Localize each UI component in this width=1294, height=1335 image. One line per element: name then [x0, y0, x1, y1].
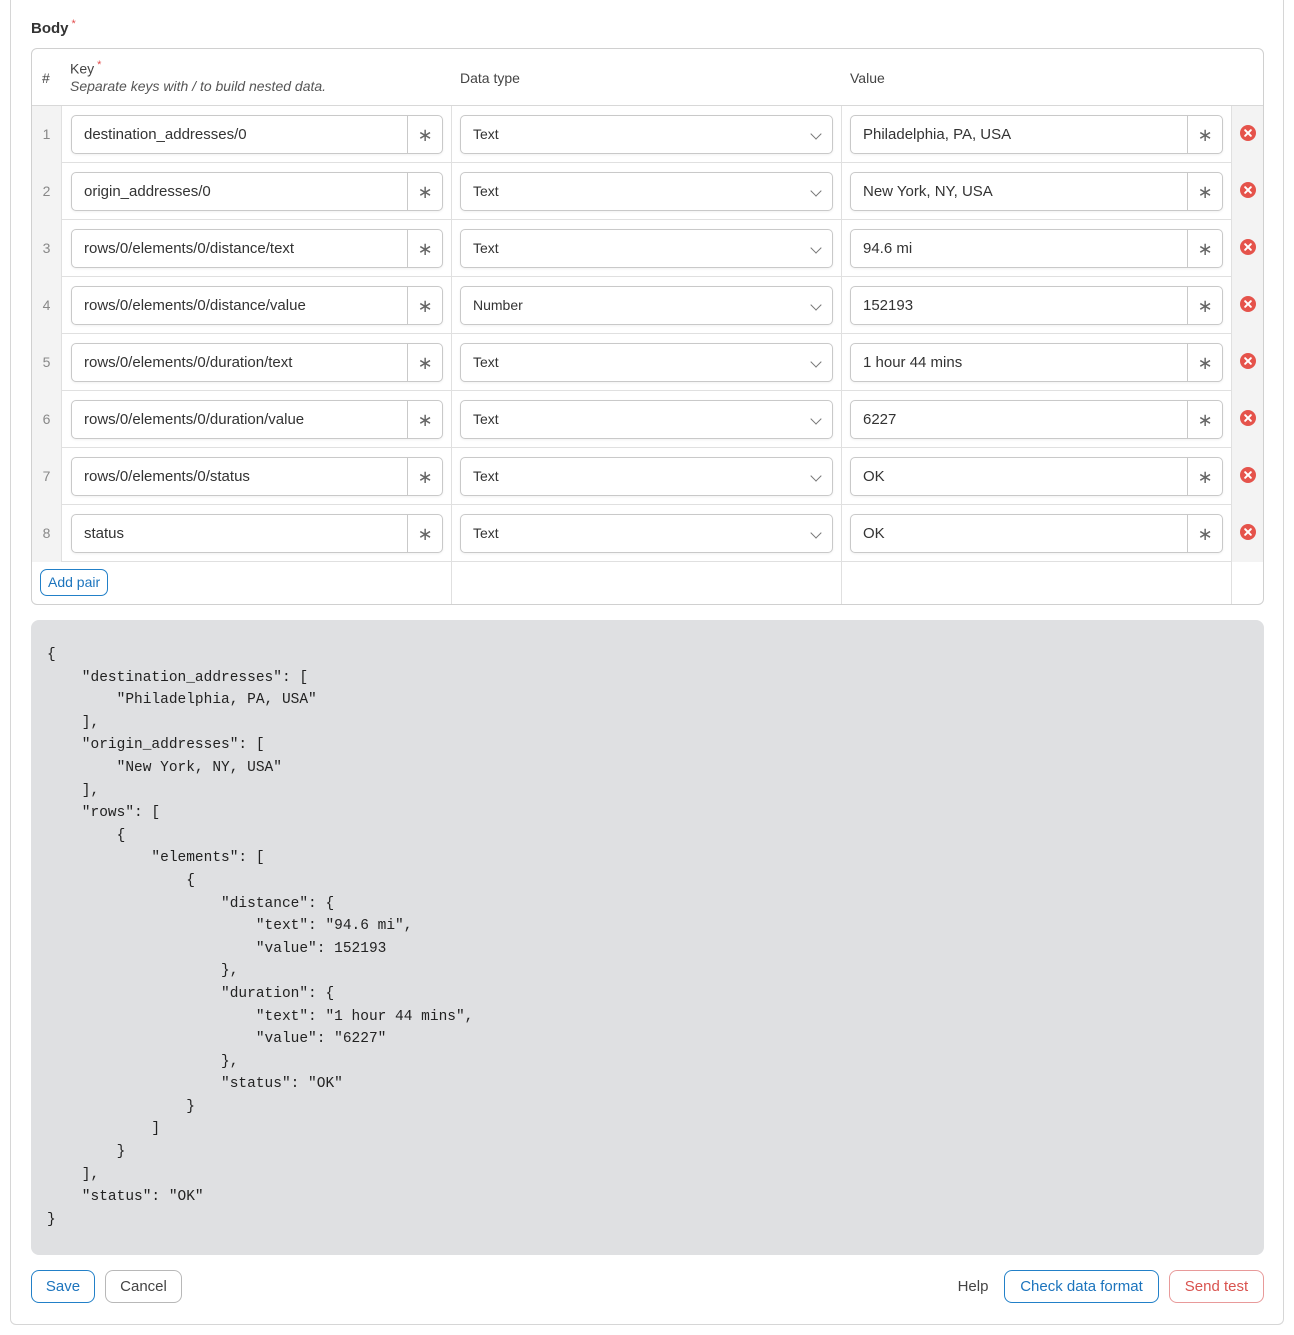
value-asterisk-icon[interactable]: ∗ — [1187, 173, 1222, 210]
value-input-value: 1 hour 44 mins — [863, 354, 963, 371]
data-type-selected: Text — [473, 183, 499, 199]
value-input-value: 94.6 mi — [863, 240, 913, 257]
column-divider — [1231, 561, 1232, 605]
data-type-select[interactable] — [460, 457, 833, 496]
chevron-down-icon — [810, 413, 821, 424]
key-input[interactable] — [71, 172, 443, 211]
value-input-value: 152193 — [863, 297, 914, 314]
key-asterisk-icon[interactable]: ∗ — [407, 230, 442, 267]
value-input[interactable] — [850, 400, 1223, 439]
column-divider — [451, 448, 452, 505]
data-type-select[interactable] — [460, 514, 833, 553]
data-type-select[interactable] — [460, 172, 833, 211]
key-input[interactable] — [71, 115, 443, 154]
key-asterisk-icon[interactable]: ∗ — [407, 515, 442, 552]
table-row — [32, 391, 1263, 448]
data-type-selected: Text — [473, 354, 499, 370]
column-divider — [451, 561, 452, 605]
key-input-value: destination_addresses/0 — [84, 126, 247, 143]
table-row — [32, 448, 1263, 505]
add-pair-button[interactable]: Add pair — [40, 569, 108, 596]
column-divider — [451, 334, 452, 391]
value-input[interactable] — [850, 457, 1223, 496]
key-input-value: origin_addresses/0 — [84, 183, 211, 200]
json-preview-code: { "destination_addresses": [ "Philadelphia, PA, USA" ], "origin_addresses": [ "New York, NY, USA" ], "rows": [ { "elements": [ { "distance": { "text": "94.6 mi", "value": 152193 }, "duration": { "text": "1 hour 44 mins", "value": "6227" }, "status": "OK" } ] } ], "status": "OK" } — [47, 647, 474, 1228]
data-type-select[interactable] — [460, 115, 833, 154]
column-divider — [841, 448, 842, 505]
json-preview-panel — [31, 620, 1264, 1255]
value-asterisk-icon[interactable]: ∗ — [1187, 116, 1222, 153]
table-row — [32, 505, 1263, 562]
delete-cell — [1231, 448, 1263, 505]
header-key-required: * — [97, 59, 102, 71]
key-input-value: rows/0/elements/0/duration/value — [84, 411, 305, 428]
cancel-button[interactable]: Cancel — [105, 1270, 182, 1303]
delete-row-icon[interactable] — [1240, 125, 1256, 141]
key-input-value: rows/0/elements/0/duration/text — [84, 354, 293, 371]
delete-cell — [1231, 334, 1263, 391]
chevron-down-icon — [810, 356, 821, 367]
column-divider — [841, 391, 842, 448]
header-key-hint: Separate keys with / to build nested data. — [70, 78, 327, 94]
value-input-value: 6227 — [863, 411, 897, 428]
key-input[interactable] — [71, 229, 443, 268]
key-input[interactable] — [71, 514, 443, 553]
chevron-down-icon — [810, 299, 821, 310]
column-divider — [841, 220, 842, 277]
key-input[interactable] — [71, 286, 443, 325]
delete-row-icon[interactable] — [1240, 524, 1256, 540]
row-number: 1 — [32, 106, 62, 163]
key-asterisk-icon[interactable]: ∗ — [407, 116, 442, 153]
delete-row-icon[interactable] — [1240, 353, 1256, 369]
send-test-button[interactable]: Send test — [1169, 1270, 1264, 1303]
key-asterisk-icon[interactable]: ∗ — [407, 344, 442, 381]
help-link[interactable]: Help — [953, 1270, 993, 1303]
table-header — [32, 49, 1263, 106]
header-key-label: Key — [70, 60, 95, 77]
delete-row-icon[interactable] — [1240, 239, 1256, 255]
row-number: 2 — [32, 163, 62, 220]
check-data-format-button[interactable]: Check data format — [1004, 1270, 1159, 1303]
delete-cell — [1231, 391, 1263, 448]
value-input[interactable] — [850, 343, 1223, 382]
table-row — [32, 334, 1263, 391]
body-title-text: Body — [31, 20, 69, 37]
column-divider — [841, 106, 842, 163]
chevron-down-icon — [810, 470, 821, 481]
value-asterisk-icon[interactable]: ∗ — [1187, 515, 1222, 552]
key-input-value: rows/0/elements/0/distance/text — [84, 240, 295, 257]
column-divider — [841, 277, 842, 334]
data-type-selected: Text — [473, 525, 499, 541]
chevron-down-icon — [810, 527, 821, 538]
table-row — [32, 277, 1263, 334]
header-data-type: Data type — [460, 70, 520, 86]
key-value-table — [31, 48, 1264, 605]
value-input[interactable] — [850, 286, 1223, 325]
value-asterisk-icon[interactable]: ∗ — [1187, 344, 1222, 381]
value-input[interactable] — [850, 172, 1223, 211]
body-section-title — [31, 18, 76, 37]
chevron-down-icon — [810, 185, 821, 196]
delete-row-icon[interactable] — [1240, 182, 1256, 198]
row-number: 8 — [32, 505, 62, 562]
delete-row-icon[interactable] — [1240, 410, 1256, 426]
header-num: # — [42, 70, 50, 86]
column-divider — [841, 163, 842, 220]
delete-row-icon[interactable] — [1240, 467, 1256, 483]
chevron-down-icon — [810, 128, 821, 139]
row-number: 7 — [32, 448, 62, 505]
column-divider — [841, 561, 842, 605]
value-asterisk-icon[interactable]: ∗ — [1187, 287, 1222, 324]
form-panel — [10, 0, 1284, 1325]
value-input-value: OK — [863, 468, 885, 485]
data-type-selected: Text — [473, 411, 499, 427]
row-number: 3 — [32, 220, 62, 277]
table-row — [32, 163, 1263, 220]
data-type-selected: Number — [473, 297, 523, 313]
key-input[interactable] — [71, 343, 443, 382]
column-divider — [451, 391, 452, 448]
value-input-value: OK — [863, 525, 885, 542]
column-divider — [451, 505, 452, 562]
table-row — [32, 220, 1263, 277]
row-number: 6 — [32, 391, 62, 448]
value-asterisk-icon[interactable]: ∗ — [1187, 401, 1222, 438]
chevron-down-icon — [810, 242, 821, 253]
column-divider — [841, 505, 842, 562]
header-value: Value — [850, 70, 885, 86]
body-required-mark: * — [71, 18, 76, 30]
add-pair-row — [32, 561, 1263, 605]
column-divider — [451, 277, 452, 334]
delete-cell — [1231, 277, 1263, 334]
delete-row-icon[interactable] — [1240, 296, 1256, 312]
value-input-value: Philadelphia, PA, USA — [863, 126, 1012, 143]
value-input[interactable] — [850, 229, 1223, 268]
column-divider — [841, 334, 842, 391]
data-type-selected: Text — [473, 126, 499, 142]
key-input-value: status — [84, 525, 125, 542]
table-row — [32, 106, 1263, 163]
row-number: 4 — [32, 277, 62, 334]
key-asterisk-icon[interactable]: ∗ — [407, 401, 442, 438]
key-asterisk-icon[interactable]: ∗ — [407, 458, 442, 495]
data-type-select[interactable] — [460, 400, 833, 439]
key-input[interactable] — [71, 400, 443, 439]
value-input-value: New York, NY, USA — [863, 183, 993, 200]
value-input[interactable] — [850, 115, 1223, 154]
key-asterisk-icon[interactable]: ∗ — [407, 173, 442, 210]
delete-cell — [1231, 106, 1263, 163]
delete-cell — [1231, 220, 1263, 277]
key-asterisk-icon[interactable]: ∗ — [407, 287, 442, 324]
value-asterisk-icon[interactable]: ∗ — [1187, 230, 1222, 267]
header-key — [70, 59, 101, 77]
column-divider — [451, 163, 452, 220]
key-input[interactable] — [71, 457, 443, 496]
key-input-value: rows/0/elements/0/distance/value — [84, 297, 306, 314]
data-type-selected: Text — [473, 240, 499, 256]
data-type-select[interactable] — [460, 286, 833, 325]
data-type-selected: Text — [473, 468, 499, 484]
save-button[interactable]: Save — [31, 1270, 95, 1303]
delete-cell — [1231, 163, 1263, 220]
key-input-value: rows/0/elements/0/status — [84, 468, 250, 485]
data-type-select[interactable] — [460, 229, 833, 268]
column-divider — [451, 220, 452, 277]
data-type-select[interactable] — [460, 343, 833, 382]
value-asterisk-icon[interactable]: ∗ — [1187, 458, 1222, 495]
delete-cell — [1231, 505, 1263, 562]
column-divider — [451, 106, 452, 163]
row-number: 5 — [32, 334, 62, 391]
value-input[interactable] — [850, 514, 1223, 553]
